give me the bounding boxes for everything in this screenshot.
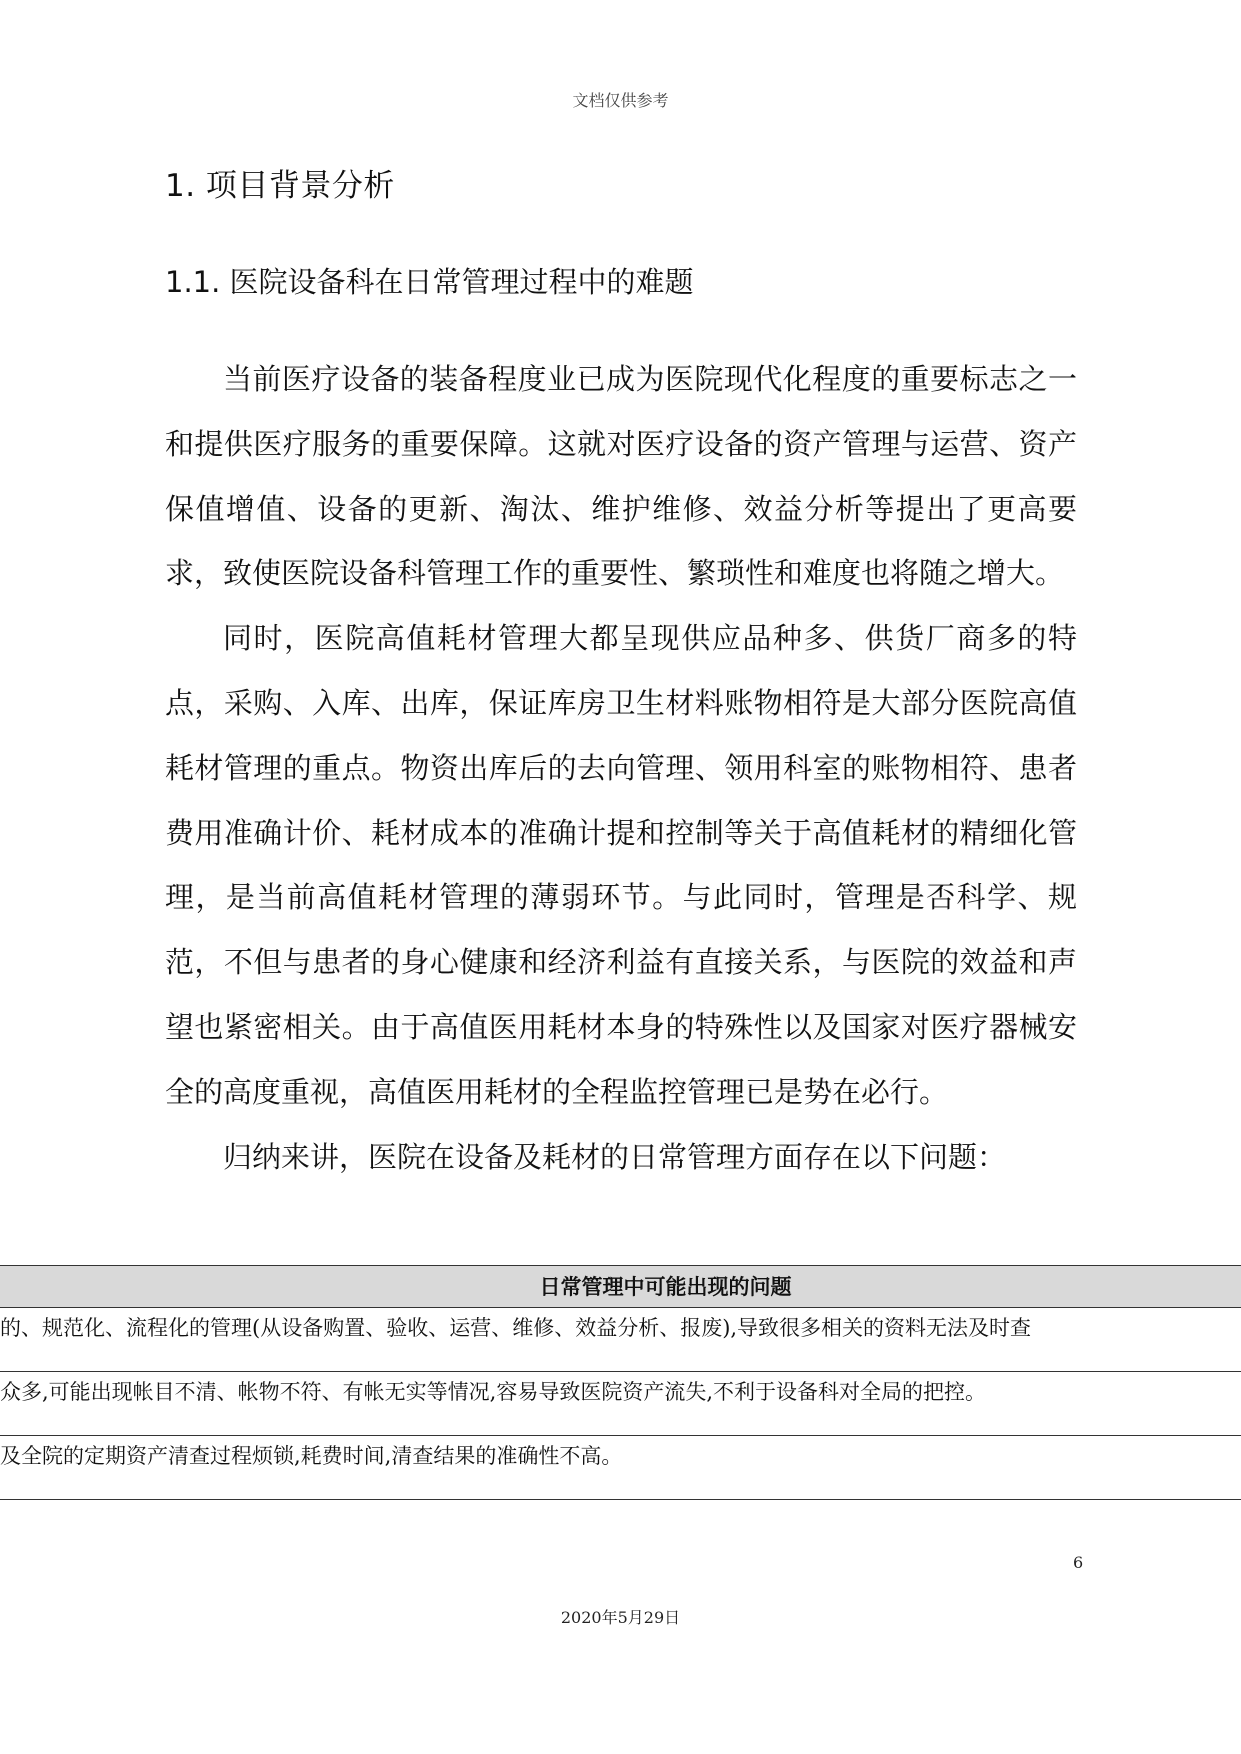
table-row: 的、规范化、流程化的管理(从设备购置、验收、运营、维修、效益分析、报废),导致很多相关的资料无法及时查 xyxy=(0,1308,1241,1372)
header-watermark: 文档仅供参考 xyxy=(572,91,669,110)
table-row: 及全院的定期资产清查过程烦锁,耗费时间,清查结果的准确性不高。 xyxy=(0,1436,1241,1500)
page-number: 6 xyxy=(1073,1553,1084,1572)
body-text xyxy=(165,347,1077,1189)
paragraph-3: 归纳来讲，医院在设备及耗材的日常管理方面存在以下问题： xyxy=(223,1139,1007,1174)
section-subheading: 1.1. 医院设备科在日常管理过程中的难题 xyxy=(165,265,694,299)
paragraph-2: 同时，医院高值耗材管理大都呈现供应品种多、供货厂商多的特点，采购、入库、出库，保证库房卫生材料账物相符是大部分医院高值耗材管理的重点。物资出库后的去向管理、领用科室的账物相符、患者费用准确计价、耗材成本的准确计提和控制等关于高值耗材的精细化管理，是当前高值耗材管理的薄弱环节。与此同时，管理是否科学、规范，不但与患者的身心健康和经济利益有直接关系，与医院的效益和声望也紧密相关。由于高值医用耗材本身的特殊性以及国家对医疗器械安全的高度重视，高值医用耗材的全程监控管理已是势在必行。 xyxy=(165,621,1077,1109)
table-row: 众多,可能出现帐目不清、帐物不符、有帐无实等情况,容易导致医院资产流失,不利于设备科对全局的把控。 xyxy=(0,1372,1241,1436)
footer-date: 2020年5月29日 xyxy=(560,1608,681,1627)
issues-table xyxy=(0,1265,1241,1500)
section-heading: 1. 项目背景分析 xyxy=(165,168,395,204)
paragraph-1: 当前医疗设备的装备程度业已成为医院现代化程度的重要标志之一和提供医疗服务的重要保障。这就对医疗设备的资产管理与运营、资产保值增值、设备的更新、淘汰、维护维修、效益分析等提出了更高要求，致使医院设备科管理工作的重要性、繁琐性和难度也将随之增大。 xyxy=(165,362,1077,591)
table-header: 日常管理中可能出现的问题 xyxy=(0,1266,1241,1308)
